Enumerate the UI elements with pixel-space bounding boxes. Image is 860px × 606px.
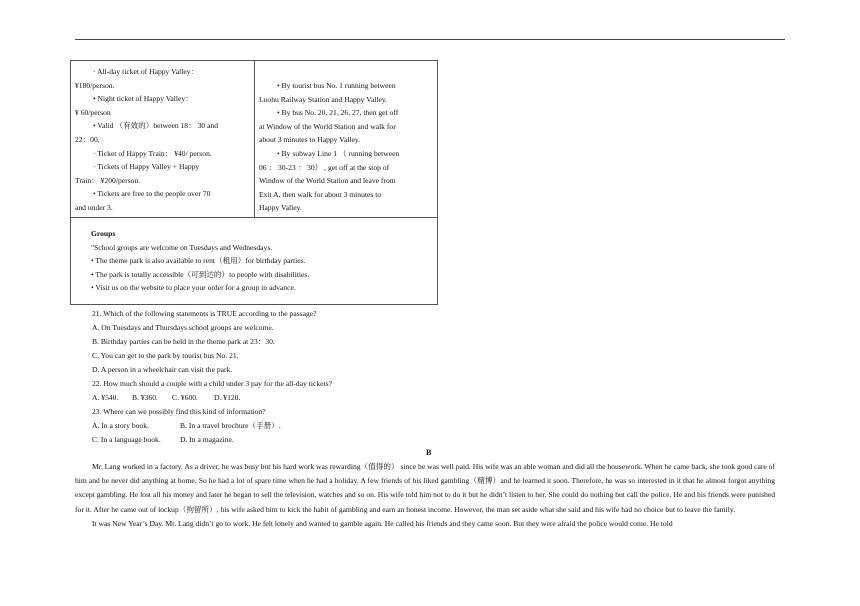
question-22: 22. How much should a couple with a child under 3 pay for the all-day tickets? xyxy=(92,379,332,388)
table-row-divider xyxy=(71,217,437,218)
passage-paragraph: It was New Year’s Day. Mr. Lang didn’t go to work. He felt lonely and wanted to gamble again. He called his friends and they came soon. But they were afraid the police would come. He told xyxy=(92,518,673,528)
option-21-a: A. On Tuesdays and Thursdays school groups are welcome. xyxy=(92,323,274,332)
transport-line: • By bus No. 20, 21, 26, 27, then get off xyxy=(277,108,399,118)
groups-cell xyxy=(91,227,431,295)
option-21-d: D. A person in a wheelchair can visit the park. xyxy=(92,365,233,374)
groups-line: • The park is totally accessible（可到达的）to people with disabilities. xyxy=(91,269,310,279)
question-23: 23. Where can we possibly find this kind of information? xyxy=(92,407,266,416)
ticket-line: ¥ 60/person xyxy=(75,107,111,117)
groups-line: "School groups are welcome on Tuesdays and Wednesdays. xyxy=(91,242,273,252)
transport-cell xyxy=(259,79,429,215)
section-label: B xyxy=(426,448,432,457)
groups-line: • Visit us on the website to place your order for a group in advance. xyxy=(91,283,296,293)
ticket-line: • Night ticket of Happy Valley： xyxy=(93,94,193,104)
ticket-line: 22：00. xyxy=(75,134,100,144)
option-23-c: C. In a language book. xyxy=(92,435,161,444)
transport-line: at Window of the World Station and walk for xyxy=(259,121,396,131)
option-22-c: C. ¥600. xyxy=(172,393,198,402)
option-22-d: D. ¥120. xyxy=(214,393,241,402)
option-22-b: B. ¥360. xyxy=(132,393,158,402)
ticket-line: · Tickets of Happy Valley + Happy xyxy=(93,162,200,172)
option-23-a: A. In a story book. xyxy=(92,421,149,430)
page-header-rule xyxy=(75,39,785,40)
questions-block xyxy=(92,307,332,447)
options-22 xyxy=(92,391,332,405)
option-22-a: A. ¥540. xyxy=(92,393,119,402)
ticket-line: • Tickets are free to the people over 70 xyxy=(93,189,211,199)
ticket-line: · All-day ticket of Happy Valley： xyxy=(93,67,199,76)
info-table xyxy=(70,60,438,305)
groups-line: • The theme park is also available to rent（租用）for birthday parties. xyxy=(91,256,306,266)
passage-paragraph: Mr. Lang worked in a factory. As a driver, he was busy but his hard work was rewarding（值得的） since he was well paid. His wife was an able woman and did all the housework. When he came back, she took good care of him and he never did anything at home. So he had a lot of spare time when he had a holiday. A few friends of his liked gambling（赌博）and he learned it soon. Therefore, he was so interested in it that he almost forgot anything except gambling. He lost all his money and later he began to sell the television, watches and so on. His wife told him not to do it but he didn’t listen to her. She could do nothing but call the police. He and his friends were punished for it. After he came out of lockup（拘留所）, his wife asked him to kick the habit of gambling and earn an honest income. However, the man set aside what she said and his wife had no choice but to leave the family. xyxy=(75,462,775,514)
transport-line: about 3 minutes to Happy Valley. xyxy=(259,135,361,145)
ticket-line: ¥180/person. xyxy=(75,80,115,90)
tickets-cell xyxy=(75,65,251,215)
option-23-b: B. In a travel brochure（手册）. xyxy=(180,421,281,430)
ticket-line: and under 3. xyxy=(75,202,113,212)
ticket-line: Train： ¥200/person. xyxy=(75,175,141,185)
transport-line: • By subway Line 1 （ running between xyxy=(277,148,400,158)
table-column-divider xyxy=(254,61,255,217)
options-23-cd xyxy=(92,433,332,447)
passage-b xyxy=(75,460,775,531)
transport-line: Luohu Railway Station and Happy Valley. xyxy=(259,94,388,104)
transport-line: Window of the World Station and leave from xyxy=(259,176,396,186)
ticket-line: · Ticket of Happy Train： ¥40/ person. xyxy=(93,148,212,158)
ticket-line: • Valid （有效的）between 18： 30 and xyxy=(93,121,219,131)
groups-title: Groups xyxy=(91,229,116,238)
transport-line: Happy Valley. xyxy=(259,203,302,213)
transport-line: Exit A, then walk for about 3 minutes to xyxy=(259,189,382,199)
transport-line: • By tourist bus No. 1 running between xyxy=(277,81,396,90)
question-21: 21. Which of the following statements is TRUE according to the passage? xyxy=(92,309,317,318)
options-23-ab xyxy=(92,419,332,433)
option-23-d: D. In a magazine. xyxy=(180,435,234,444)
option-21-b: B. Birthday parties can be held in the theme park at 23：30. xyxy=(92,337,275,346)
option-21-c: C. You can get to the park by tourist bus No. 21. xyxy=(92,351,239,360)
transport-line: 06 ： 30-23 ： 30） , get off at the stop of xyxy=(259,162,390,172)
